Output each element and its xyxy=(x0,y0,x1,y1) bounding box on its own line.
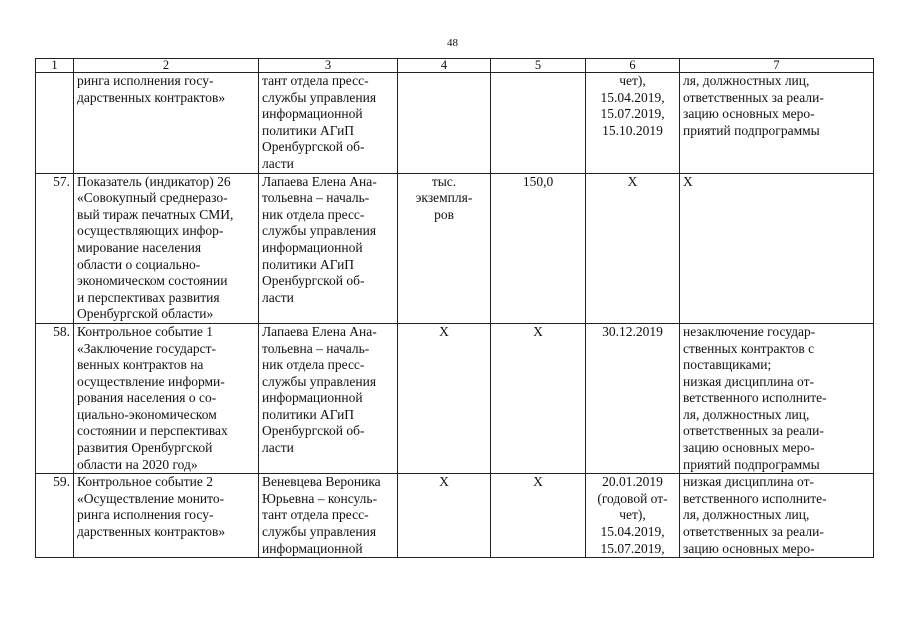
cell-text-line: ответственных за реали- xyxy=(683,423,824,439)
cell-text-line: Х xyxy=(533,323,543,339)
cell-text-line: Оренбургской об- xyxy=(262,423,365,439)
cell-text-line: 15.04.2019, xyxy=(600,89,665,105)
cell-text-line: ник отдела пресс- xyxy=(262,357,365,373)
row-number-cell xyxy=(36,73,74,174)
page-number: 48 xyxy=(447,37,458,49)
column-header: 3 xyxy=(259,59,398,73)
cell-text-line: ответственных за реали- xyxy=(683,89,824,105)
cell-text-line: Оренбургской об- xyxy=(262,273,365,289)
row-number-cell xyxy=(36,323,74,473)
cell-text-line: дарственных контрактов» xyxy=(77,524,226,540)
cell-text-line: осуществление информи- xyxy=(77,373,225,389)
cell-text-line: зацию основных меро- xyxy=(683,440,815,456)
cell-text-line: циально-экономическом xyxy=(77,406,217,422)
cell-text-line: 20.01.2019 xyxy=(602,474,663,490)
cell-text-line: рования населения о со- xyxy=(77,390,217,406)
value-cell xyxy=(491,173,586,323)
unit-cell xyxy=(398,173,491,323)
cell-text-line: ров xyxy=(434,206,454,222)
cell-text-line: мирование населения xyxy=(77,239,202,255)
cell-text-line: 57. xyxy=(53,173,70,189)
cell-text-line: тант отдела пресс- xyxy=(262,507,369,523)
cell-text-line: осуществляющих инфор- xyxy=(77,223,224,239)
cell-text-line: Контрольное событие 2 xyxy=(77,474,214,490)
unit-cell xyxy=(398,323,491,473)
row-number-cell xyxy=(36,173,74,323)
cell-text-line: низкая дисциплина от- xyxy=(683,474,814,490)
cell-text-line: развития Оренбургской xyxy=(77,440,213,456)
cell-text-line: экземпля- xyxy=(415,190,473,206)
cell-text-line: ветственного исполните- xyxy=(683,490,827,506)
cell-text-line: 59. xyxy=(53,474,70,490)
responsible-cell xyxy=(259,323,398,473)
unit-cell xyxy=(398,474,491,558)
cell-text-line: ник отдела пресс- xyxy=(262,206,365,222)
cell-text-line: тыс. xyxy=(431,173,457,189)
cell-text-line: Юрьевна – консуль- xyxy=(262,490,378,506)
cell-text-line: Оренбургской области» xyxy=(77,306,214,322)
cell-text-line: Лапаева Елена Ана- xyxy=(262,173,377,189)
responsible-cell xyxy=(259,173,398,323)
value-cell xyxy=(491,73,586,174)
cell-text-line: политики АГиП xyxy=(262,256,355,272)
cell-text-line: «Заключение государст- xyxy=(77,340,216,356)
event-name-cell xyxy=(74,323,259,473)
cell-text-line: информационной xyxy=(262,540,363,556)
cell-text-line: 150,0 xyxy=(522,173,554,189)
cell-text-line: приятий подпрограммы xyxy=(683,122,820,138)
event-name-cell xyxy=(74,73,259,174)
cell-text-line: дарственных контрактов» xyxy=(77,89,226,105)
cell-text-line: незаключение государ- xyxy=(683,323,816,339)
cell-text-line: Веневцева Вероника xyxy=(262,474,381,490)
date-cell xyxy=(586,173,680,323)
cell-text-line: 15.07.2019, xyxy=(600,106,665,122)
column-header: 6 xyxy=(586,59,680,73)
cell-text-line: политики АГиП xyxy=(262,406,355,422)
cell-text-line: 15.10.2019 xyxy=(602,122,663,138)
risks-cell xyxy=(680,173,874,323)
cell-text-line: (годовой от- xyxy=(597,490,668,506)
cell-text-line: приятий подпрограммы xyxy=(683,456,820,472)
column-header: 2 xyxy=(74,59,259,73)
cell-text-line: «Совокупный среднеразо- xyxy=(77,190,228,206)
column-header-row xyxy=(36,59,874,73)
risks-cell xyxy=(680,323,874,473)
cell-text-line: Лапаева Елена Ана- xyxy=(262,323,377,339)
table-row xyxy=(36,474,874,558)
cell-text-line: тант отдела пресс- xyxy=(262,73,369,88)
risks-cell xyxy=(680,73,874,174)
responsible-cell xyxy=(259,73,398,174)
date-cell xyxy=(586,73,680,174)
cell-text-line: поставщиками; xyxy=(683,357,772,373)
table-row xyxy=(36,73,874,174)
column-header: 1 xyxy=(36,59,74,73)
cell-text-line: ветственного исполните- xyxy=(683,390,827,406)
cell-text-line: Х xyxy=(533,474,543,490)
column-header: 4 xyxy=(398,59,491,73)
cell-text-line: информационной xyxy=(262,390,363,406)
cell-text-line: Х xyxy=(439,474,449,490)
document-table xyxy=(35,58,874,558)
cell-text-line: службы управления xyxy=(262,223,377,239)
cell-text-line: экономическом состоянии xyxy=(77,273,228,289)
cell-text-line: Показатель (индикатор) 26 xyxy=(77,173,231,189)
table-row xyxy=(36,323,874,473)
cell-text-line: чет), xyxy=(619,73,646,88)
cell-text-line: 30.12.2019 xyxy=(602,323,663,339)
event-name-cell xyxy=(74,173,259,323)
row-number-cell xyxy=(36,474,74,558)
cell-text-line: службы управления xyxy=(262,524,377,540)
cell-text-line: тольевна – началь- xyxy=(262,190,370,206)
cell-text-line: ля, должностных лиц, xyxy=(683,406,810,422)
date-cell xyxy=(586,474,680,558)
cell-text-line: ственных контрактов с xyxy=(683,340,815,356)
column-header: 5 xyxy=(491,59,586,73)
cell-text-line: зацию основных меро- xyxy=(683,106,815,122)
cell-text-line: области о социально- xyxy=(77,256,201,272)
risks-cell xyxy=(680,474,874,558)
cell-text-line: службы управления xyxy=(262,89,377,105)
cell-text-line: ля, должностных лиц, xyxy=(683,507,810,523)
table-row xyxy=(36,173,874,323)
cell-text-line: Оренбургской об- xyxy=(262,139,365,155)
event-name-cell xyxy=(74,474,259,558)
cell-text-line: зацию основных меро- xyxy=(683,540,815,556)
cell-text-line: Х xyxy=(627,173,638,189)
cell-text-line: и перспективах развития xyxy=(77,289,220,305)
cell-text-line: «Осуществление монито- xyxy=(77,490,225,506)
cell-text-line: Х xyxy=(683,173,693,189)
cell-text-line: ласти xyxy=(262,440,294,456)
cell-text-line: ринга исполнения госу- xyxy=(77,73,214,88)
cell-text-line: информационной xyxy=(262,106,363,122)
cell-text-line: венных контрактов на xyxy=(77,357,204,373)
cell-text-line: состоянии и перспективах xyxy=(77,423,228,439)
cell-text-line: тольевна – началь- xyxy=(262,340,370,356)
responsible-cell xyxy=(259,474,398,558)
cell-text-line: Х xyxy=(439,323,449,339)
cell-text-line: ответственных за реали- xyxy=(683,524,824,540)
cell-text-line: ласти xyxy=(262,155,294,171)
cell-text-line: 15.04.2019, xyxy=(600,524,665,540)
cell-text-line: ласти xyxy=(262,289,294,305)
cell-text-line: ринга исполнения госу- xyxy=(77,507,214,523)
column-header: 7 xyxy=(680,59,874,73)
cell-text-line: 15.07.2019, xyxy=(600,540,665,556)
value-cell xyxy=(491,474,586,558)
cell-text-line: чет), xyxy=(619,507,646,523)
cell-text-line: Контрольное событие 1 xyxy=(77,323,214,339)
cell-text-line: вый тираж печатных СМИ, xyxy=(77,206,234,222)
cell-text-line: ля, должностных лиц, xyxy=(683,73,810,88)
value-cell xyxy=(491,323,586,473)
cell-text-line: службы управления xyxy=(262,373,377,389)
date-cell xyxy=(586,323,680,473)
cell-text-line: 58. xyxy=(53,323,70,339)
cell-text-line: политики АГиП xyxy=(262,122,355,138)
unit-cell xyxy=(398,73,491,174)
cell-text-line: области на 2020 год» xyxy=(77,456,198,472)
cell-text-line: информационной xyxy=(262,239,363,255)
cell-text-line: низкая дисциплина от- xyxy=(683,373,814,389)
